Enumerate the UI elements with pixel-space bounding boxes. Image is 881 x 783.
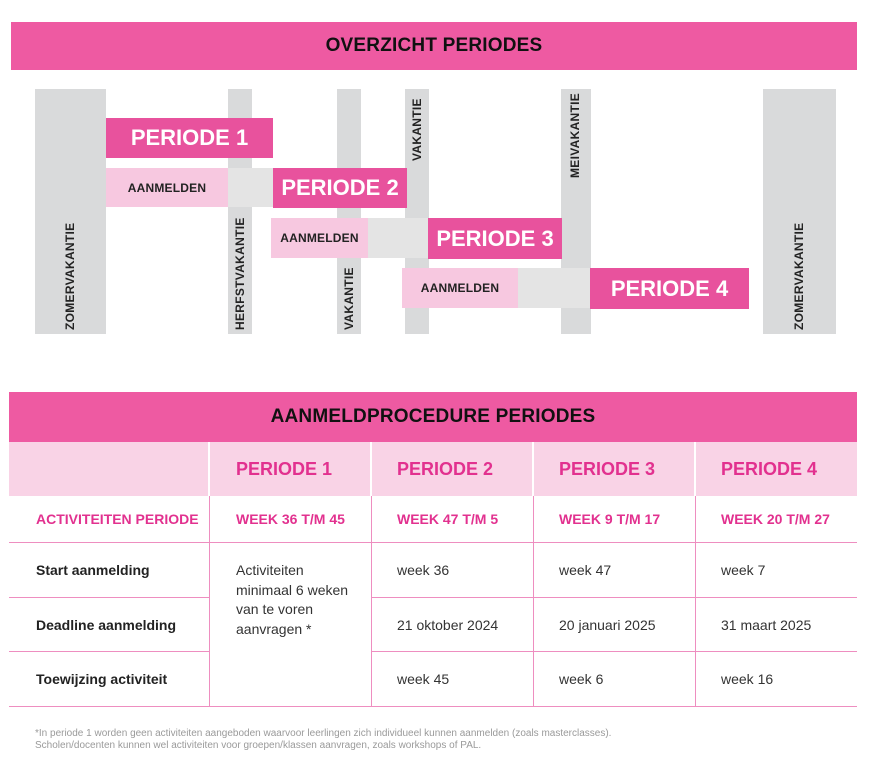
table-divider [9, 706, 857, 707]
table-column-divider [695, 496, 696, 706]
activity-row-label: ACTIVITEITEN PERIODE [36, 511, 199, 527]
table-column-divider [209, 496, 210, 706]
procedure-title: AANMELDPROCEDURE PERIODES [9, 392, 857, 442]
herfstvakantie-label: HERFSTVAKANTIE [233, 217, 247, 330]
start-p2: week 36 [397, 562, 450, 578]
period-1-box: PERIODE 1 [106, 118, 273, 158]
zomervakantie-right-label: ZOMERVAKANTIE [792, 222, 806, 330]
periode-1-note: Activiteiten minimaal 6 weken van te voren aanvragen * [236, 562, 349, 637]
meivakantie-label: MEIVAKANTIE [568, 92, 582, 178]
wait-bar-p2 [228, 168, 273, 207]
zomervakantie-left-label: ZOMERVAKANTIE [63, 222, 77, 330]
activity-week-p1: WEEK 36 T/M 45 [236, 511, 345, 527]
period-4-box: PERIODE 4 [590, 268, 749, 309]
toewijzing-p3: week 6 [559, 671, 604, 687]
toewijzing-p4: week 16 [721, 671, 774, 687]
table-divider [371, 597, 857, 598]
deadline-p4: 31 maart 2025 [721, 617, 812, 633]
table-divider [9, 542, 857, 543]
table-column-divider [533, 496, 534, 706]
activity-week-p3: WEEK 9 T/M 17 [559, 511, 661, 527]
column-header-periode-4: PERIODE 4 [695, 442, 857, 496]
period-2-box: PERIODE 2 [273, 168, 407, 208]
row-label-deadline: Deadline aanmelding [36, 617, 177, 633]
row-label-start: Start aanmelding [36, 562, 150, 578]
kerstvakantie-label: VAKANTIE [342, 267, 356, 330]
column-header-periode-3: PERIODE 3 [533, 442, 695, 496]
aanmelden-p4-box: AANMELDEN [402, 268, 518, 308]
activity-week-p4: WEEK 20 T/M 27 [721, 511, 830, 527]
column-header-periode-2: PERIODE 2 [371, 442, 533, 496]
aanmelden-p3-box: AANMELDEN [271, 218, 368, 258]
toewijzing-p2: week 45 [397, 671, 450, 687]
wait-bar-p4 [518, 268, 590, 308]
voorjaarsvakantie-label: VAKANTIE [410, 98, 424, 161]
table-column-divider [371, 496, 372, 706]
header-empty-cell [9, 442, 209, 496]
overview-title: OVERZICHT PERIODES [11, 22, 857, 70]
column-header-periode-1: PERIODE 1 [209, 442, 371, 496]
wait-bar-p3 [368, 218, 428, 258]
start-p3: week 47 [559, 562, 612, 578]
deadline-p3: 20 januari 2025 [559, 617, 656, 633]
table-divider [9, 651, 209, 652]
table-divider [9, 597, 209, 598]
aanmelden-p2-box: AANMELDEN [106, 168, 228, 207]
footnote-line-2: Scholen/docenten kunnen wel activiteiten voor groepen/klassen aanvragen, zoals workshops of PAL. [35, 740, 482, 751]
row-label-toewijzing: Toewijzing activiteit [36, 671, 168, 687]
start-p4: week 7 [721, 562, 766, 578]
period-3-box: PERIODE 3 [428, 218, 562, 259]
footnote-line-1: *In periode 1 worden geen activiteiten aangeboden waarvoor leerlingen zich individueel kunnen aanmelden (zoals masterclasses). [35, 728, 612, 739]
table-divider [371, 651, 857, 652]
footnote [35, 728, 855, 752]
activity-week-p2: WEEK 47 T/M 5 [397, 511, 499, 527]
deadline-p2: 21 oktober 2024 [397, 617, 499, 633]
